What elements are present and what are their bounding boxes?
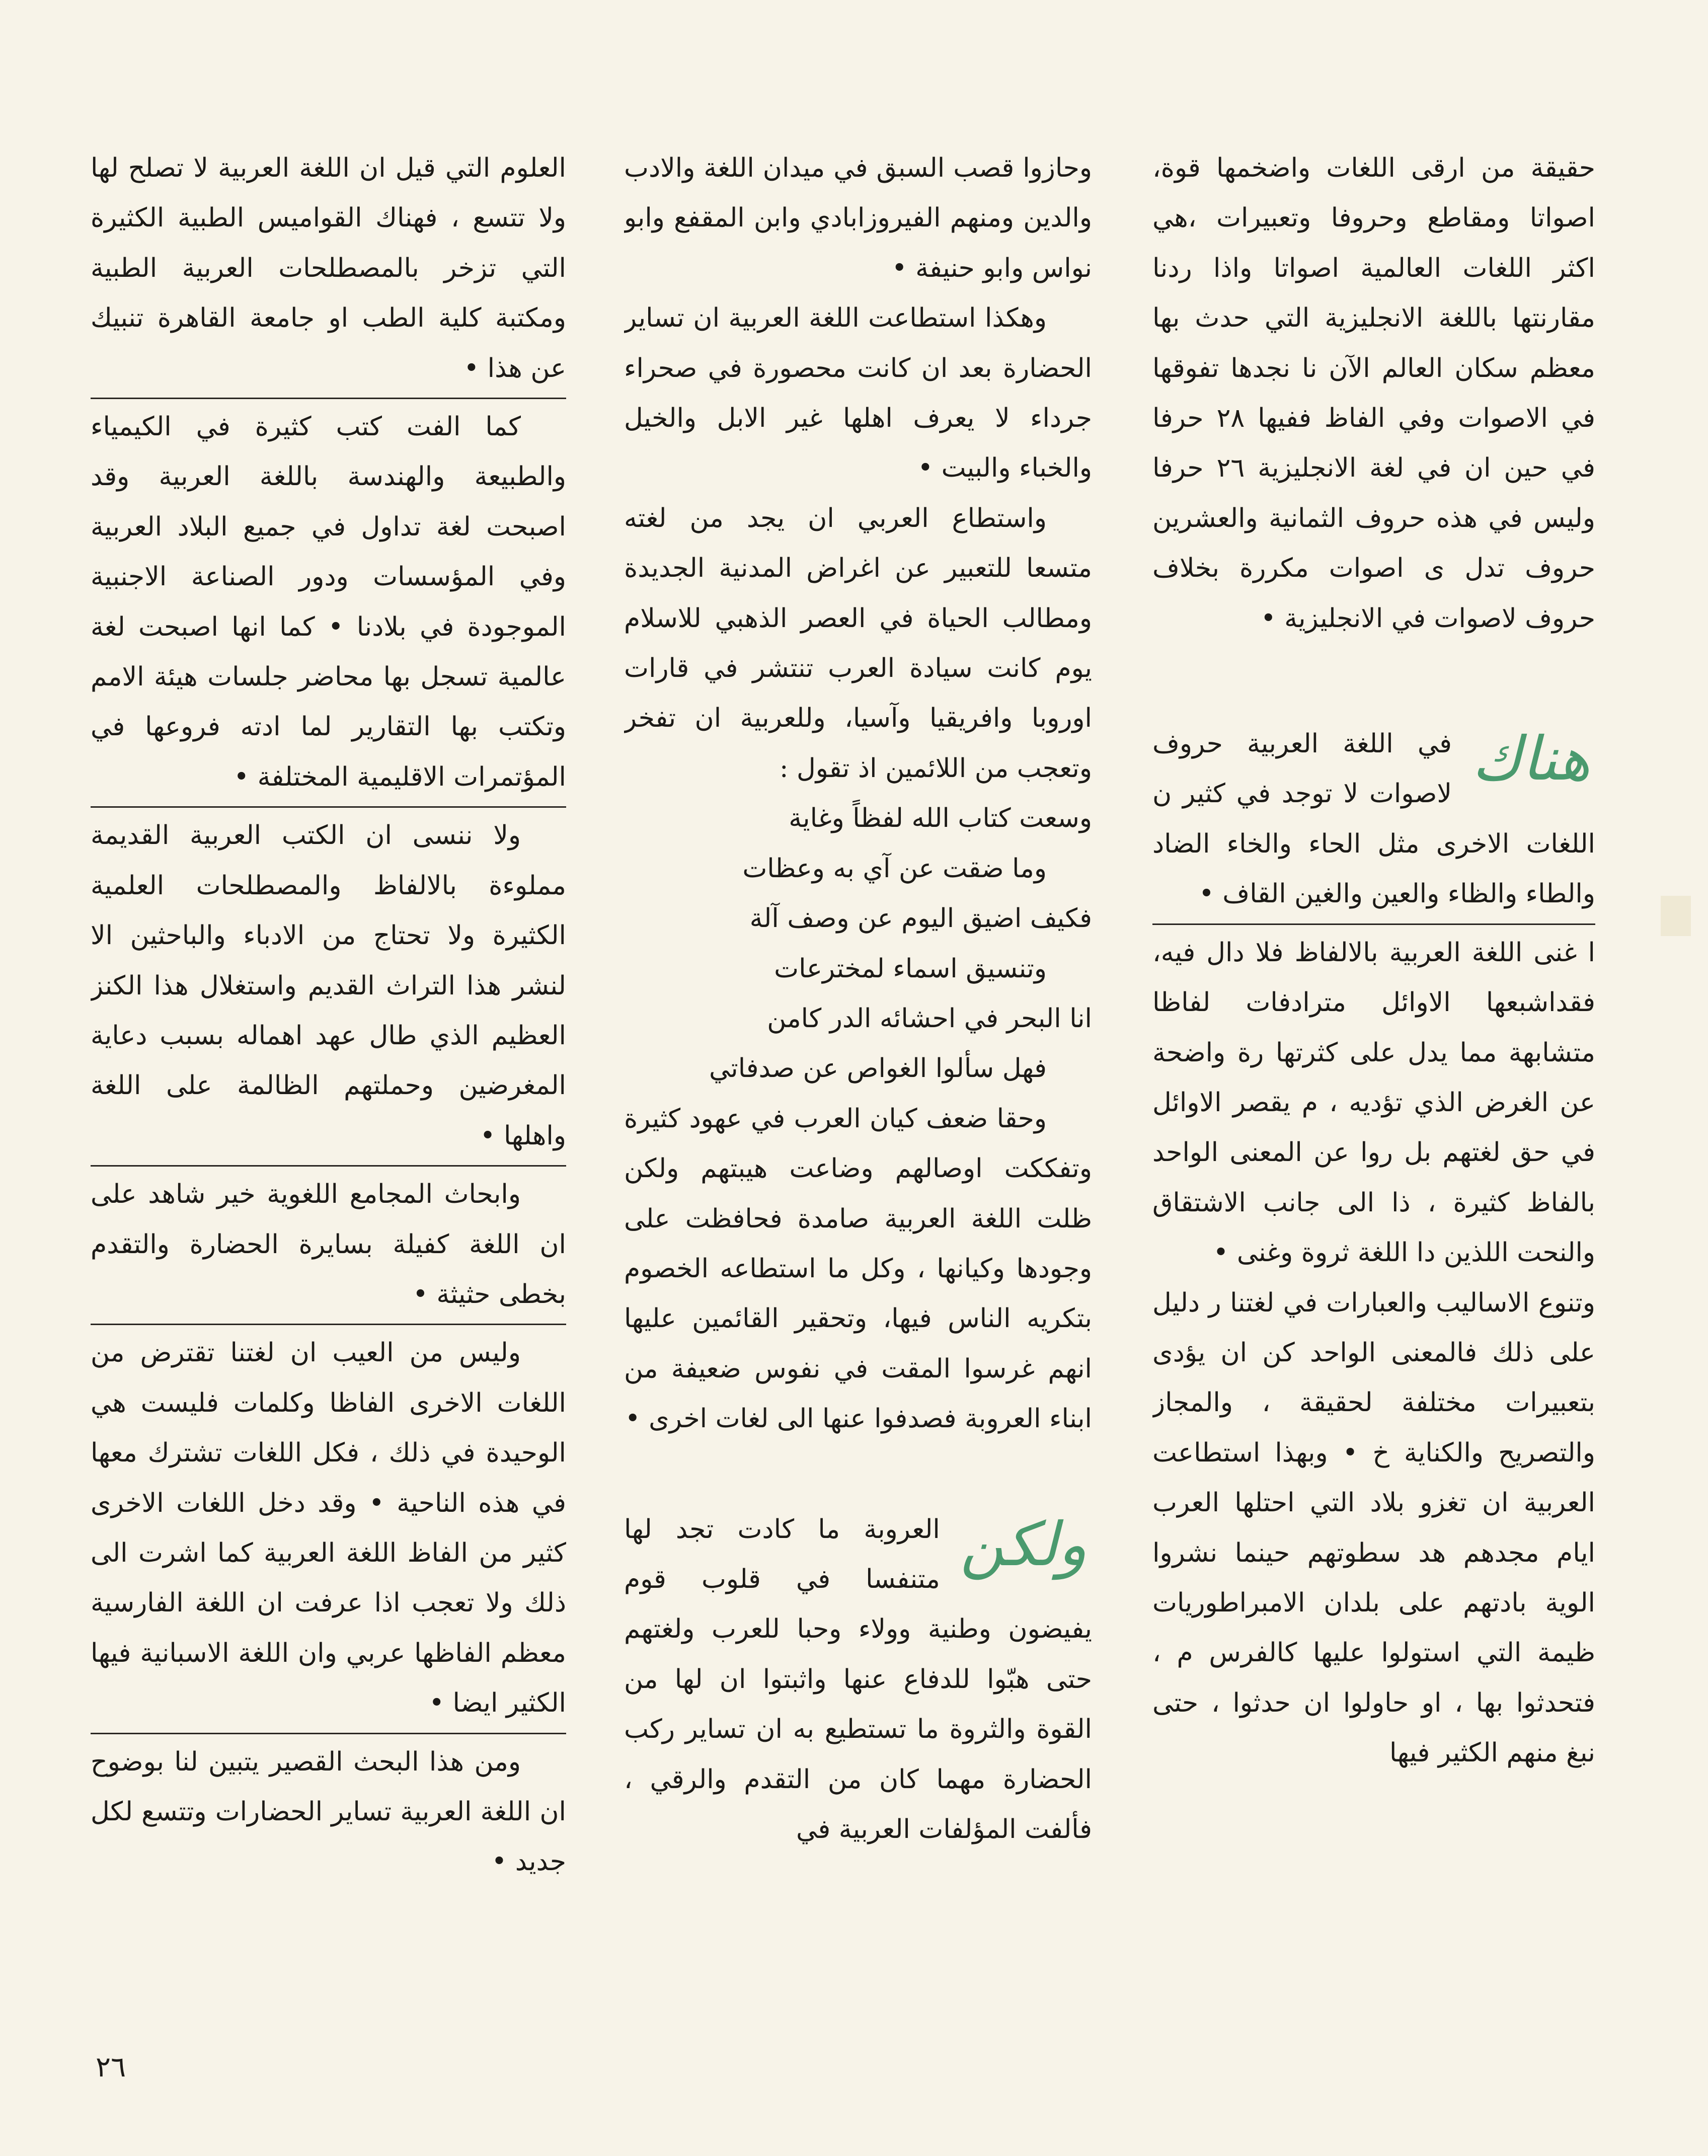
poem-verse: فهل سألوا الغواص عن صدفاتي xyxy=(709,1053,1047,1084)
divider xyxy=(91,1165,566,1167)
paragraph: العروبة ما كادت تجد لها متنفسا في قلوب قوم يفيضون وطنية وولاء وحبا للعرب ولغتهم حتى هبّوا للدفاع عنها واثبتوا ان لها من القوة والثروة ما تستطيع به ان تساير ركب الحضارة مهما كان من التقدم والرقي ، فألفت المؤلفات العربية في xyxy=(624,1514,1092,1844)
right-column xyxy=(1152,143,1595,2081)
paragraph: ولا ننسى ان الكتب العربية القديمة مملوءة بالالفاظ والمصطلحات العلمية الكثيرة ولا تحتاج من الادباء والباحثين الا لنشر هذا التراث القديم واستغلال هذا الكنز العظيم الذي طال عهد اهماله بسبب دعاية المغرضين وحملتهم الظالمة على اللغة واهلها • xyxy=(91,820,566,1151)
paragraph: وهكذا استطاعت اللغة العربية ان تساير الحضارة بعد ان كانت محصورة في صحراء جرداء لا يعرف اهلها غير الابل والخيل والخباء والبيت • xyxy=(624,303,1092,484)
decorative-heading: ولكن xyxy=(960,1509,1087,1580)
paragraph: ا غنى اللغة العربية بالالفاظ فلا دال فيه، فقداشبعها الاوائل مترادفات لفاظا متشابهة مما يدل على كثرتها رة واضحة عن الغرض الذي تؤديه ، م يقصر الاوائل في حق لغتهم بل روا عن المعنى الواحد بالفاظ كثيرة ، ذا الى جانب الاشتقاق والنحت اللذين دا اللغة ثروة وغنى • xyxy=(1152,937,1595,1268)
paragraph: العلوم التي قيل ان اللغة العربية لا تصلح لها ولا تتسع ، فهناك القواميس الطبية الكثيرة التي تزخر بالمصطلحات العربية الطبية ومكتبة كلية الطب او جامعة القاهرة تنبيك عن هذا • xyxy=(91,153,566,383)
poem-verse: وما ضقت عن آي به وعظات xyxy=(742,853,1047,884)
paragraph: وحازوا قصب السبق في ميدان اللغة والادب والدين ومنهم الفيروزابادي وابن المقفع وابو نواس وابو حنيفة • xyxy=(624,153,1092,283)
page-number: ٢٦ xyxy=(96,2051,126,2084)
poem-verse: وتنسيق اسماء لمخترعات xyxy=(774,953,1047,984)
divider xyxy=(91,398,566,399)
divider xyxy=(1152,923,1595,925)
paragraph: وتنوع الاساليب والعبارات في لغتنا ر دليل على ذلك فالمعنى الواحد كن ان يؤدى بتعبيرات مختلفة لحقيقة ، والمجاز والتصريح والكناية خ • وبهذا استطاعت العربية ان تغزو بلاد التي احتلها العرب ايام مجدهم هد سطوتهم حينما نشروا الوية بادتهم على بلدان الامبراطوريات ظيمة التي استولوا عليها كالفرس م ، فتحدثوا بها ، او حاولوا ان حدثوا ، حتى نبغ منهم الكثير فيها xyxy=(1152,1287,1595,1768)
divider xyxy=(91,1733,566,1734)
poem-verse: فكيف اضيق اليوم عن وصف آلة xyxy=(749,903,1092,934)
paragraph: حقيقة من ارقى اللغات واضخمها قوة، اصواتا ومقاطع وحروفا وتعبيرات ،هي اكثر اللغات العالمية اصواتا واذا ردنا مقارنتها باللغة الانجليزية التي حدث بها معظم سكان العالم الآن نا نجدها تفوقها في الاصوات وفي الفاظ ففيها ٢٨ حرفا في حين ان في لغة الانجليزية ٢٦ حرفا وليس في هذه حروف الثمانية والعشرين حروف تدل ى اصوات مكررة بخلاف حروف لاصوات في الانجليزية • xyxy=(1152,153,1595,634)
paragraph: وابحاث المجامع اللغوية خير شاهد على ان اللغة كفيلة بسايرة الحضارة والتقدم بخطى حثيثة • xyxy=(91,1179,566,1310)
paper-edge-mark xyxy=(1661,896,1691,936)
paragraph: واستطاع العربي ان يجد من لغته متسعا للتعبير عن اغراض المدنية الجديدة ومطالب الحياة في العصر الذهبي للاسلام يوم كانت سيادة العرب تنتشر في قارات اوروبا وافريقيا وآسيا، وللعربية ان تفخر وتعجب من اللائمين اذ تقول : xyxy=(624,503,1092,784)
divider xyxy=(91,806,566,808)
divider xyxy=(91,1324,566,1325)
paragraph: ومن هذا البحث القصير يتبين لنا بوضوح ان اللغة العربية تساير الحضارات وتتسع لكل جديد • xyxy=(91,1746,566,1877)
paragraph: في اللغة العربية حروف لاصوات لا توجد في كثير ن اللغات الاخرى مثل الحاء والخاء الضاد والطاء والظاء والعين والغين القاف • xyxy=(1152,729,1595,909)
paragraph: وحقا ضعف كيان العرب في عهود كثيرة وتفككت اوصالهم وضاعت هيبتهم ولكن ظلت اللغة العربية صامدة فحافظت على وجودها وكيانها ، وكل ما استطاعه الخصوم بتكريه الناس فيها، وتحقير القائمين عليها انهم غرسوا المقت في نفوس ضعيفة من ابناء العروبة فصدفوا عنها الى لغات اخرى • xyxy=(624,1103,1092,1434)
paragraph: كما الفت كتب كثيرة في الكيمياء والطبيعة والهندسة باللغة العربية وقد اصبحت لغة تداول في جميع البلاد العربية وفي المؤسسات ودور الصناعة الاجنبية الموجودة في بلادنا • كما انها اصبحت لغة عالمية تسجل بها محاضر جلسات هيئة الامم وتكتب بها التقارير لما ادته فروعها في المؤتمرات الاقليمية المختلفة • xyxy=(91,412,566,792)
paragraph: وليس من العيب ان لغتنا تقترض من اللغات الاخرى الفاظا وكلمات فليست هي الوحيدة في ذلك ، فكل اللغات تشترك معها في هذه الناحية • وقد دخل اللغات الاخرى كثير من الفاظ اللغة العربية كما اشرت الى ذلك ولا تعجب اذا عرفت ان اللغة الفارسية معظم الفاظها عربي وان اللغة الاسبانية فيها الكثير ايضا • xyxy=(91,1338,566,1719)
decorative-heading: هناك xyxy=(1472,724,1590,795)
left-column xyxy=(91,143,566,2081)
poem-verse: انا البحر في احشائه الدر كامن xyxy=(767,1003,1092,1034)
middle-column xyxy=(624,143,1092,2081)
poem-verse: وسعت كتاب الله لفظاً وغاية xyxy=(789,803,1092,834)
